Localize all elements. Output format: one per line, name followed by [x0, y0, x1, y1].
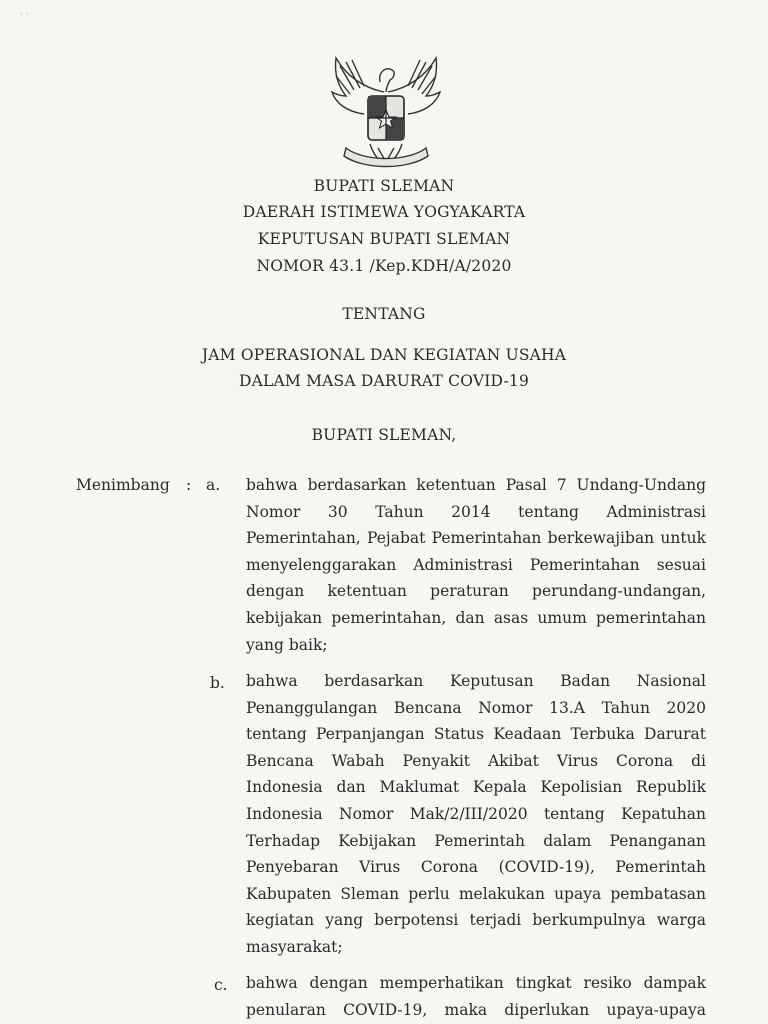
title-line-1: JAM OPERASIONAL DAN KEGIATAN USAHA: [201, 346, 567, 364]
text-line: Pemerintahan, Pejabat Pemerintahan berkewajiban untuk: [246, 529, 706, 548]
text-line: yang baik;: [246, 635, 328, 654]
text-line: kegiatan yang berpotensi terjadi berkumpulnya warga: [246, 911, 706, 930]
menimbang-label: Menimbang: [76, 476, 170, 494]
item-paragraph-a: [246, 472, 706, 658]
garuda-pancasila-emblem-icon: [324, 52, 448, 174]
header-bupati-sleman: BUPATI SLEMAN,: [311, 426, 457, 444]
text-line: dengan ketentuan peraturan perundang-undangan,: [246, 582, 706, 601]
text-line: Penyebaran Virus Corona (COVID-19), Pemerintah: [246, 858, 706, 877]
text-line: kebijakan pemerintahan, dan asas umum pemerintahan: [246, 608, 706, 627]
text-line: tentang Perpanjangan Status Keadaan Terbuka Darurat: [246, 725, 706, 744]
text-line: Nomor 30 Tahun 2014 tentang Administrasi: [246, 502, 706, 521]
text-line: bahwa berdasarkan ketentuan Pasal 7 Undang-Undang: [246, 476, 706, 494]
text-line: bahwa dengan memperhatikan tingkat resiko dampak: [246, 974, 706, 992]
header-tentang: TENTANG: [342, 305, 426, 323]
item-marker-a: a.: [206, 476, 221, 494]
text-line: bahwa berdasarkan Keputusan Badan Nasional: [246, 672, 706, 690]
text-line: Indonesia dan Maklumat Kepala Kepolisian Republik: [246, 778, 706, 797]
text-line: menyelenggarakan Administrasi Pemerintahan sesuai: [246, 555, 706, 574]
item-marker-c: c.: [214, 976, 228, 994]
text-line: Penanggulangan Bencana Nomor 13.A Tahun 2020: [246, 698, 706, 717]
header-line-daerah: DAERAH ISTIMEWA YOGYAKARTA: [242, 203, 526, 221]
item-marker-b: b.: [210, 674, 225, 692]
header-line-nomor: NOMOR 43.1 /Kep.KDH/A/2020: [256, 257, 512, 275]
scan-speckle: · ·: [20, 10, 29, 20]
menimbang-colon: :: [186, 476, 192, 494]
text-line: Terhadap Kebijakan Pemerintah dalam Penanganan: [246, 831, 706, 850]
text-line: masyarakat;: [246, 937, 343, 956]
header-line-bupati: BUPATI SLEMAN: [313, 177, 455, 195]
text-line: Indonesia Nomor Mak/2/III/2020 tentang Kepatuhan: [246, 804, 706, 823]
text-line: Bencana Wabah Penyakit Akibat Virus Corona di: [246, 751, 706, 770]
item-paragraph-c: [246, 970, 706, 1023]
title-line-2: DALAM MASA DARURAT COVID-19: [238, 372, 530, 390]
header-line-keputusan: KEPUTUSAN BUPATI SLEMAN: [257, 230, 511, 248]
text-line: Kabupaten Sleman perlu melakukan upaya pembatasan: [246, 884, 706, 903]
text-line: penularan COVID-19, maka diperlukan upaya-upaya: [246, 1000, 706, 1019]
item-paragraph-b: [246, 668, 706, 961]
